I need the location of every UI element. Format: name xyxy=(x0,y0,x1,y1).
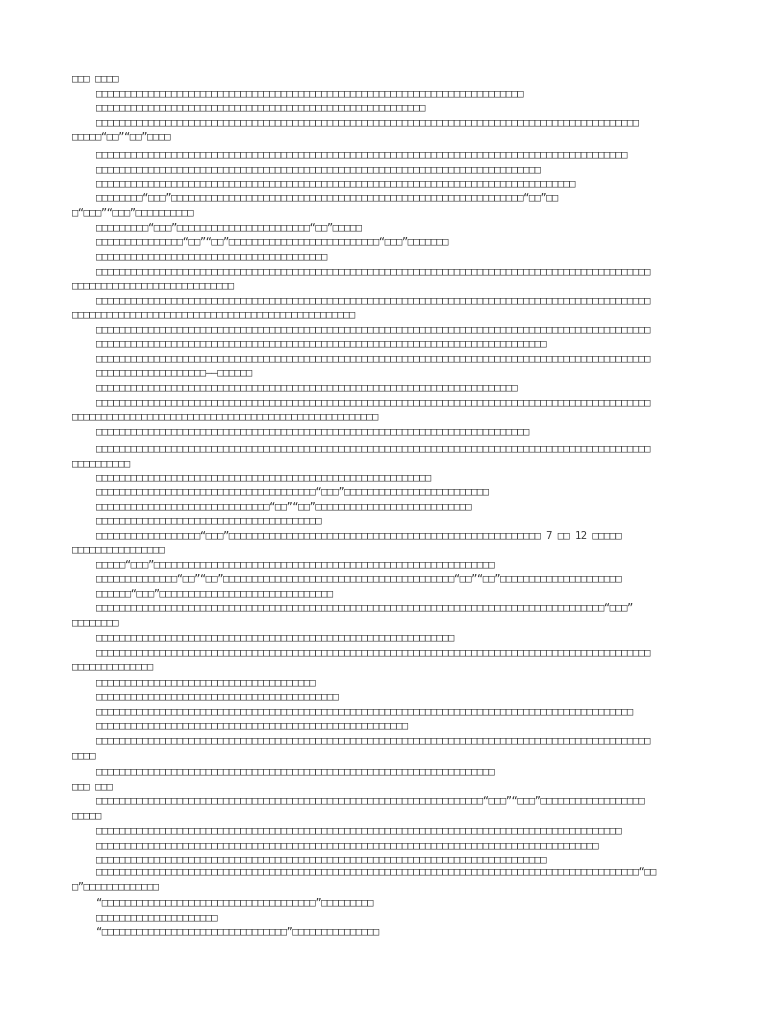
text-line: □□□□□□□□□□□□□□□□□□□□□□□□□□□□□□□□□□□□□□□□□□□□□□□□□□□□□□□□□□□□□□□□□□□□□□□□□□□□□□□□□□□□□□□□□□□□□□□□ xyxy=(96,353,651,365)
text-line: □□□□□□□□□□□□□□□□□□□□□□□□□□□□□□□□□□□□□□□□□□□□□□□□□□□□□□□□□□□□□□ xyxy=(96,632,454,644)
text-line: “□□□□□□□□□□□□□□□□□□□□□□□□□□□□□□□□”□□□□□□□□□□□□□□□ xyxy=(96,926,379,938)
text-line: □□□□□□□□□□□□□□□□□□□□□□□□□□□□□□□□□□□□□□□□□□□□□□□□□□□□□□□□□□□□□□□□□□□□□□□□□□□□□□□□□□□□□□□□□□□□□□□□ xyxy=(96,324,651,336)
text-line: □□□□□□□□□□□□□□□□□□□□□□□□□□□□□□□□□□□□□□□□□□□□□□□□□□□□□□□□□□□□□□□□□□□□□□□□□□□□□□ xyxy=(96,854,547,866)
text-line: □□□□□□□□□□□□□□□□□□□□□□□□□□□□□□□□□□□□□□□□□□ xyxy=(96,691,339,703)
text-line: □□□□□□□□□□□□□□□□□□□□□□□□□□□□□□□□□□□□□□□□□□□□□□□□□□□□□□□□□□□□□□□□□□□□□□□□□□□□□ xyxy=(96,164,541,176)
text-line: □□□□□□□□□□□□□□□□□□□□□□□□□□□□□□□□□□□□□□□ xyxy=(96,515,322,527)
text-line: □□□□□□□□□□□□□□□□□□□□□□□□□□□□□□“□□”“□□”□□□□□□□□□□□□□□□□□□□□□□□□□□□ xyxy=(96,501,472,513)
text-line: □□□□□□□□□□□□□□□□□□□□□□□□□□□□□□□□□□□□□□□□□□□□□□□□□□□□□□□□□ xyxy=(96,102,425,114)
text-line: “□□□□□□□□□□□□□□□□□□□□□□□□□□□□□□□□□□□□□”□□□□□□□□□ xyxy=(96,897,374,909)
text-line: □□□□□□□□□□□□□□□□□□□□□□□□□□□□□□□□□□□□□□□□□□□□□□□□□□□□□□□□□□□□□□□□□□□□□□□□□□□□□□□□□□□ xyxy=(96,178,576,190)
text-line: □□□□□□□□“□□□”□□□□□□□□□□□□□□□□□□□□□□□□□□□□□□□□□□□□□□□□□□□□□□□□□□□□□□□□□□□□□“□□”□□ xyxy=(96,192,558,204)
text-line: □□□□□“□□”“□□”□□□□ xyxy=(72,131,171,143)
text-line: □□□□□□□□□□□□□□□□□□□□□□□□□□□□□□□□□□□□□□□□□□□□□□□□□□□□□□ xyxy=(96,720,408,732)
text-line: □□□□□□□□□□□□□□□□□□□□□□□□□□□□□□□□□□□□□□□□□□□□□□□□□□□□□□□□□□□□□□□□□□□□□□□□□□□ xyxy=(96,426,529,438)
text-line: □□□□□□□□□□□□□□□“□□”“□□”□□□□□□□□□□□□□□□□□□□□□□□□□□“□□□”□□□□□□□ xyxy=(96,236,449,248)
text-line: □□□□□□□□□□□□□□□□□□□□□ xyxy=(96,912,218,924)
text-line: □□□□□□□□□□□□□□□□□□□□□□□□□□□□□□□□□□□□□□□□□□□□□□□□□□□□□□□□□□□□□□□□□□□□□□□□□□□□□□□□□□□□□□□□“□□□” xyxy=(96,602,633,614)
text-line: □□□□□□□□□□□□□□□□□□□□□□□□□□□□□□□□□□□□□□□□□□□□□□□□□□□□□□□□□□□□□□□□□□□□□□□□□□□□□□□□□□□□□□□□□□□□□□“□□ xyxy=(96,866,656,878)
text-line: □□□□□□□□□□□□□□□□□□□□□□□□□□□□□□□□□□□□□□□□□□□□□□□□□□□□□□□□□□□□□□□□□□□□□□□□□□□□□□□□□□□□□□□□□□□□□□□□ xyxy=(96,266,651,278)
text-line: □□□□□ xyxy=(72,810,101,822)
text-line: □□□□□□□□□□□□□□ xyxy=(72,661,153,673)
text-line: □□□□□□□□□□□□□□□□□□□□□□□□□□□□□□□□□□□□□□□□□□□□□□□□□□□□□□□□□□□□□□□□□□□□□□□□□□□□□□□□□□□□□□□□□□□□□ xyxy=(96,706,633,718)
text-line: □□□□□□□□□□□□□□□□□□□□□□□□□□□□□□□□□□□□□□□□□□□□□□□□□□□□□□□□□□□□□□□□□□□□□□□□□□□□□□ xyxy=(96,338,547,350)
text-line: □□□□□□□□□□□□□□□□□□□□□□□□□□□□□□□□□□□□□□□□□□□□□□□□□□□□□□□□□□□□□□□□□□□□□ xyxy=(96,766,495,778)
text-line: □”□□□□□□□□□□□□□ xyxy=(72,881,159,893)
text-line: □□□□□□□□□□□□□□□□□□□□□□□□□□□□□□□□□□□□□□□□□□□□□□□□□□□□□□□□□□□□□□□□□□□□□□□□□ xyxy=(96,382,518,394)
text-line: □□□□□□□□□□□□□□□□□□□□□□□□□□□□□□□□□□□□□□□□ xyxy=(96,251,327,263)
text-line: □□□□□□□□□□□□□□□□□□□□□□□□□□□□□□□□□□□□□□ xyxy=(96,677,316,689)
text-line: □□□□□□□□□□ xyxy=(72,458,130,470)
text-line: □□□□□□□□□□□□□□□□□□□□□□□□□□□□□□□□□□□□□□□□□□□□□□□□□□□□□□□□□□□□□□□□□□□“□□□”“□□□”□□□□□□□□□□□□□□□□□□ xyxy=(96,795,645,807)
text-line: □□□□□□□□□□□□□□□□ xyxy=(72,544,165,556)
text-line: □□□□□□□□□□□□□□□□□□□□□□□□□□□□□□□□□□□□□□□□□□□□□□□□□□□□□□□□□□□□□□□□□□□□□□□□□□□□□□□□□□□□□□□□□□□□□□ xyxy=(96,117,639,129)
section-heading: □□□ □□□ xyxy=(72,781,113,793)
text-line: □□□□□□□□□□□□□□□□□□□□□□□□□□□□□□□□□□□□□□□□□□□□□□□□□□□□□ xyxy=(72,411,378,423)
text-line: □□□□□□□□□□□□□□□□□□□——□□□□□□ xyxy=(96,367,252,379)
text-line: □□□□□□“□□□”□□□□□□□□□□□□□□□□□□□□□□□□□□□□□□ xyxy=(96,588,333,600)
text-line: □□□□□□□□□□□□□□□□□□□□□□□□□□□□□□□□□□□□□□□□□□□□□□□□□□□□□□□□□□□□□□□□□□□□□□□□□□□□□□□□□□□□□□□□□□□□□□□□ xyxy=(96,647,651,659)
text-line: □□□□□□□□□□□□□□□□□□□□□□□□□□□□□□□□□□□□□□□□□□□□□□□□□□□□□□□□□□□□□□□□□□□□□□□□□□□□□□□□□□□□□□□□□□□□□□□□ xyxy=(96,443,651,455)
text-line: □□□□□□□□□□□□□□□□□□□□□□□□□□□□□□□□□□□□□□□□□□□□□□□□□□□□□□□□□□□□□□□□□□□□□□□□□□□□□□□□□□□□□□□ xyxy=(96,840,599,852)
text-line: □□□□□□□□□□□□□□□□□□□□□□□□□□□□□□□□□□□□□□□□□□□□□□□□□□□□□□□□□□□□□□□□□□□□□□□□□□□□□□□□□□□□□□□□□□□ xyxy=(96,825,622,837)
text-line: □□□□□□□□□□□□□□□□□□□□□□□□□□□□□□□□□□□□□□□□□□□□□□□□□□□□□□□□□□□□□□□□□□□□□□□□□□□□□□□□□□□□□□□□□□□□□□□□ xyxy=(96,735,651,747)
text-line: □□□□□□□□□□□□□□□□□□□□□□□□□□□□□□□□□□□□□□□□□□□□□□□□□ xyxy=(72,309,355,321)
text-line: □□□□ xyxy=(72,750,96,762)
text-line: □□□□□□□□□□□□□□□□□□□□□□□□□□□□ xyxy=(72,280,234,292)
text-line: □□□□□□□□□□□□□□□□□□□□□□□□□□□□□□□□□□□□□□□□□□□□□□□□□□□□□□□□□□□□□□□□□□□□□□□□□□□□□□□□□□□□□□□□□□□□□□□□ xyxy=(96,295,651,307)
text-line: □□□□□□□□□□□□□□□□□□“□□□”□□□□□□□□□□□□□□□□□□□□□□□□□□□□□□□□□□□□□□□□□□□□□□□□□□□□□□ 7 □□ 12 □□□□□ xyxy=(96,530,622,542)
text-line: □□□□□□□□□□□□□□□□□□□□□□□□□□□□□□□□□□□□□□□□□□□□□□□□□□□□□□□□□□ xyxy=(96,472,431,484)
section-heading: □□□ □□□□ xyxy=(72,73,119,85)
text-line: □□□□□□□□□□□□□□□□□□□□□□□□□□□□□□□□□□□□□□□□□□□□□□□□□□□□□□□□□□□□□□□□□□□□□□□□□□ xyxy=(96,88,524,100)
text-line: □□□□□□□□□□□□□□□□□□□□□□□□□□□□□□□□□□□□□□“□□□”□□□□□□□□□□□□□□□□□□□□□□□□□ xyxy=(96,486,489,498)
text-line: □□□□□□□□□□□□□□“□□”“□□”□□□□□□□□□□□□□□□□□□□□□□□□□□□□□□□□□□□□□□□□“□□”“□□”□□□□□□□□□□□□□□□□□□□□□ xyxy=(96,573,622,585)
text-line: □□□□□□□□ xyxy=(72,617,119,629)
text-line: □“□□□”“□□□”□□□□□□□□□□ xyxy=(72,207,194,219)
text-line: □□□□□□□□□□□□□□□□□□□□□□□□□□□□□□□□□□□□□□□□□□□□□□□□□□□□□□□□□□□□□□□□□□□□□□□□□□□□□□□□□□□□□□□□□□□□□□□□ xyxy=(96,397,651,409)
text-line: □□□□□□□□□□□□□□□□□□□□□□□□□□□□□□□□□□□□□□□□□□□□□□□□□□□□□□□□□□□□□□□□□□□□□□□□□□□□□□□□□□□□□□□□□□□□ xyxy=(96,149,627,161)
text-line: □□□□□□□□□“□□□”□□□□□□□□□□□□□□□□□□□□□□□“□□”□□□□□ xyxy=(96,222,362,234)
text-line: □□□□□“□□□”□□□□□□□□□□□□□□□□□□□□□□□□□□□□□□□□□□□□□□□□□□□□□□□□□□□□□□□□□□□ xyxy=(96,559,495,571)
